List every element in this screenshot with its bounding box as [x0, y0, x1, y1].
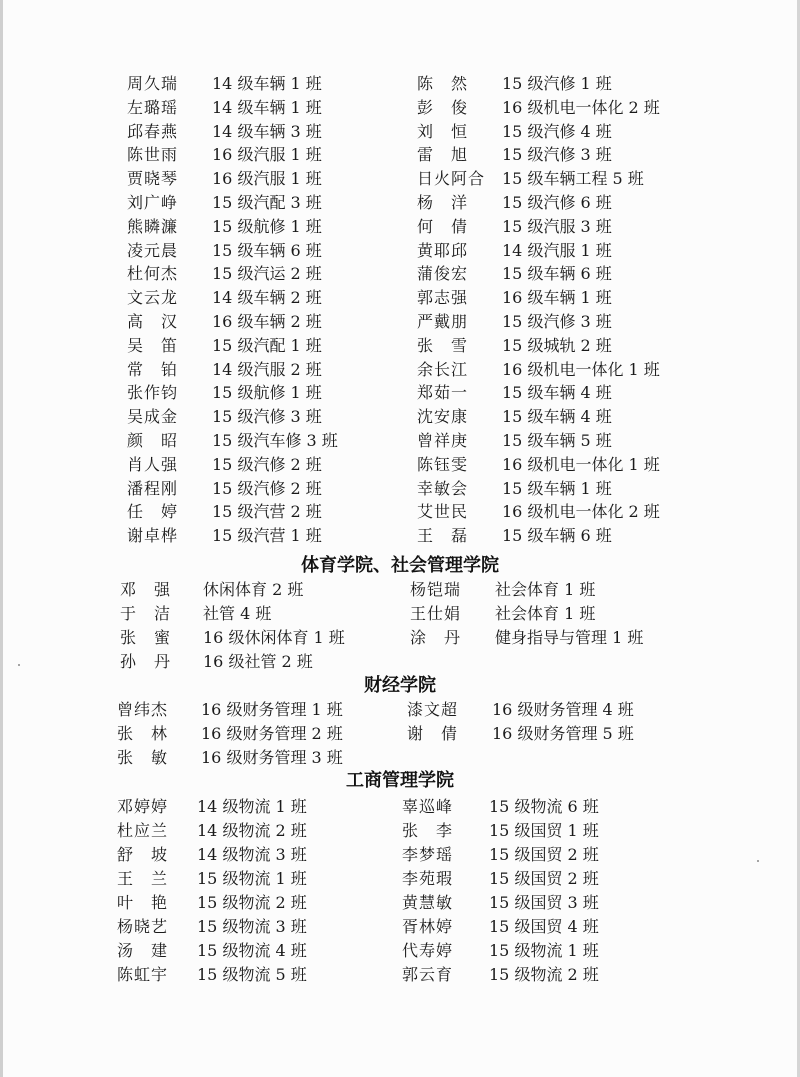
student-name: 日火阿合 — [417, 169, 486, 189]
class-name: 15 级汽运 2 班 — [212, 264, 322, 284]
class-name: 15 级物流 5 班 — [197, 965, 307, 984]
student-name: 杨 洋 — [417, 192, 469, 212]
class-name: 14 级车辆 1 班 — [212, 97, 322, 117]
class-name: 15 级国贸 2 班 — [489, 869, 599, 888]
student-name: 张 林 — [117, 724, 169, 743]
class-name: 14 级车辆 2 班 — [212, 288, 322, 308]
student-name: 颜 昭 — [127, 430, 179, 450]
class-name: 16 级车辆 2 班 — [212, 311, 322, 331]
student-name: 代寿婷 — [402, 941, 454, 960]
student-name: 邓 强 — [120, 580, 172, 599]
student-name: 王 兰 — [117, 869, 169, 888]
student-name: 于 洁 — [120, 604, 172, 623]
class-name: 15 级汽修 3 班 — [502, 145, 612, 165]
class-name: 社管 4 班 — [203, 604, 272, 623]
class-name: 15 级物流 2 班 — [489, 965, 599, 984]
student-name: 曾纬杰 — [117, 700, 169, 719]
class-name: 15 级物流 6 班 — [489, 797, 599, 816]
class-name: 16 级财务管理 2 班 — [201, 724, 343, 743]
left-margin — [0, 843, 117, 867]
left-margin — [0, 963, 117, 987]
student-name: 余长江 — [417, 359, 469, 379]
scan-speck — [757, 860, 759, 862]
student-name: 谢 倩 — [407, 724, 459, 743]
class-name: 16 级社管 2 班 — [203, 652, 313, 671]
class-name: 14 级车辆 1 班 — [212, 74, 322, 93]
class-name: 15 级城轨 2 班 — [502, 335, 612, 355]
student-name: 贾晓琴 — [127, 169, 179, 189]
vehicle-list — [0, 72, 800, 548]
student-name: 涂 丹 — [410, 628, 462, 647]
left-margin — [0, 286, 127, 310]
student-name: 漆文超 — [407, 700, 459, 719]
student-name: 黄耶邱 — [417, 240, 469, 260]
class-name: 14 级汽服 2 班 — [212, 359, 322, 379]
student-name: 杜何杰 — [127, 264, 179, 284]
class-name: 16 级财务管理 1 班 — [201, 700, 343, 719]
class-name: 14 级物流 3 班 — [197, 845, 307, 864]
left-margin — [0, 381, 127, 405]
student-name: 文云龙 — [127, 288, 179, 308]
class-name: 15 级物流 4 班 — [197, 941, 307, 960]
student-name: 曾祥庚 — [417, 430, 469, 450]
left-margin — [0, 310, 127, 334]
left-margin — [0, 795, 117, 819]
student-name: 邱春燕 — [127, 121, 179, 141]
student-name — [410, 650, 495, 674]
student-name: 吴成金 — [127, 407, 179, 427]
class-name: 15 级汽服 3 班 — [502, 216, 612, 236]
class-name: 16 级机电一体化 2 班 — [502, 502, 660, 522]
left-margin — [0, 167, 127, 191]
class-name: 15 级航修 1 班 — [212, 383, 322, 403]
student-name: 何 倩 — [417, 216, 469, 236]
left-margin — [0, 650, 120, 674]
class-name: 15 级汽修 1 班 — [502, 74, 612, 93]
student-name: 任 婷 — [127, 502, 179, 522]
section-heading-sports: 体育学院、社会管理学院 — [301, 555, 499, 576]
left-margin — [0, 500, 127, 524]
class-name: 15 级物流 1 班 — [197, 869, 307, 888]
student-name: 凌元晨 — [127, 240, 179, 260]
student-name: 叶 艳 — [117, 893, 169, 912]
class-name: 16 级机电一体化 1 班 — [502, 359, 660, 379]
class-name: 15 级国贸 1 班 — [489, 821, 599, 840]
class-name: 15 级汽配 1 班 — [212, 335, 322, 355]
student-name: 谢卓桦 — [127, 526, 179, 546]
class-name: 16 级休闲体育 1 班 — [203, 628, 345, 647]
student-name: 郑茹一 — [417, 383, 469, 403]
sports-list — [0, 578, 800, 674]
left-margin — [0, 262, 127, 286]
scan-speck — [18, 664, 20, 666]
class-name: 15 级车辆 5 班 — [502, 430, 612, 450]
class-name: 14 级汽服 1 班 — [502, 240, 612, 260]
left-margin — [0, 453, 127, 477]
student-name: 张 李 — [402, 821, 454, 840]
student-name: 汤 建 — [117, 941, 169, 960]
section-heading-finance: 财经学院 — [364, 675, 436, 696]
section-heading-business: 工商管理学院 — [346, 770, 454, 791]
student-name: 杨铠瑞 — [410, 580, 462, 599]
class-name: 16 级机电一体化 1 班 — [502, 454, 660, 474]
student-name: 张作钧 — [127, 383, 179, 403]
class-name: 16 级汽服 1 班 — [212, 145, 322, 165]
class-name: 15 级国贸 3 班 — [489, 893, 599, 912]
class-name: 16 级车辆 1 班 — [502, 288, 612, 308]
class-name: 休闲体育 2 班 — [203, 580, 304, 599]
student-name: 王仕娟 — [410, 604, 462, 623]
class-name: 15 级车辆 4 班 — [502, 383, 612, 403]
left-margin — [0, 120, 127, 144]
class-name: 16 级汽服 1 班 — [212, 169, 322, 189]
class-name: 15 级汽修 3 班 — [502, 311, 612, 331]
class-name: 15 级车辆 1 班 — [502, 478, 612, 498]
class-name: 15 级物流 1 班 — [489, 941, 599, 960]
left-margin — [0, 722, 117, 746]
student-name: 陈钰雯 — [417, 454, 469, 474]
student-name: 熊瞵濂 — [127, 216, 179, 236]
student-name: 肖人强 — [127, 454, 179, 474]
left-margin — [0, 602, 120, 626]
class-name: 15 级车辆工程 5 班 — [502, 169, 644, 189]
student-name: 周久瑞 — [127, 74, 179, 93]
class-name: 15 级汽营 1 班 — [212, 526, 322, 546]
left-margin — [0, 524, 127, 548]
class-name: 15 级车辆 4 班 — [502, 407, 612, 427]
left-margin — [0, 915, 117, 939]
left-margin — [0, 191, 127, 215]
student-name: 舒 坡 — [117, 845, 169, 864]
student-name: 彭 俊 — [417, 97, 469, 117]
student-name: 孙 丹 — [120, 652, 172, 671]
left-margin — [0, 477, 127, 501]
student-name: 刘 恒 — [417, 121, 469, 141]
student-name — [407, 746, 492, 770]
class-name: 15 级物流 3 班 — [197, 917, 307, 936]
left-margin — [0, 239, 127, 263]
student-name: 陈 然 — [417, 74, 469, 93]
class-name: 15 级航修 1 班 — [212, 216, 322, 236]
left-margin — [0, 698, 117, 722]
student-name: 李苑瑕 — [402, 869, 454, 888]
class-name: 16 级机电一体化 2 班 — [502, 97, 660, 117]
student-name: 郭云育 — [402, 965, 454, 984]
student-name: 张 雪 — [417, 335, 469, 355]
class-name — [492, 746, 800, 770]
class-name: 16 级财务管理 4 班 — [492, 700, 634, 719]
student-name: 杨晓艺 — [117, 917, 169, 936]
business-list — [0, 795, 800, 987]
left-margin — [0, 867, 117, 891]
class-name: 15 级国贸 2 班 — [489, 845, 599, 864]
class-name: 15 级车辆 6 班 — [212, 240, 322, 260]
student-name: 王 磊 — [417, 526, 469, 546]
student-name: 蒲俊宏 — [417, 264, 469, 284]
left-margin — [0, 578, 120, 602]
left-margin — [0, 819, 117, 843]
finance-list — [0, 698, 800, 770]
class-name: 15 级汽修 4 班 — [502, 121, 612, 141]
student-name: 艾世民 — [417, 502, 469, 522]
class-name: 14 级物流 1 班 — [197, 797, 307, 816]
student-name: 邓婷婷 — [117, 797, 169, 816]
class-name: 15 级物流 2 班 — [197, 893, 307, 912]
student-name: 辜巡峰 — [402, 797, 454, 816]
student-name: 潘程刚 — [127, 478, 179, 498]
class-name: 社会体育 1 班 — [495, 580, 596, 599]
student-name: 陈世雨 — [127, 145, 179, 165]
class-name: 14 级物流 2 班 — [197, 821, 307, 840]
class-name — [495, 650, 800, 674]
left-margin — [0, 72, 127, 96]
class-name: 15 级国贸 4 班 — [489, 917, 599, 936]
student-name: 杜应兰 — [117, 821, 169, 840]
student-name: 雷 旭 — [417, 145, 469, 165]
class-name: 15 级汽车修 3 班 — [212, 430, 338, 450]
class-name: 16 级财务管理 5 班 — [492, 724, 634, 743]
student-name: 陈虹宇 — [117, 965, 169, 984]
class-name: 健身指导与管理 1 班 — [495, 628, 644, 647]
left-margin — [0, 626, 120, 650]
student-name: 高 汉 — [127, 311, 179, 331]
left-margin — [0, 358, 127, 382]
student-name: 胥林婷 — [402, 917, 454, 936]
class-name: 15 级汽配 3 班 — [212, 192, 322, 212]
student-name: 左璐瑶 — [127, 97, 179, 117]
left-margin — [0, 96, 127, 120]
left-margin — [0, 939, 117, 963]
student-name: 幸敏会 — [417, 478, 469, 498]
class-name: 15 级汽修 6 班 — [502, 192, 612, 212]
student-name: 常 铂 — [127, 359, 179, 379]
class-name: 15 级汽营 2 班 — [212, 502, 322, 522]
class-name: 社会体育 1 班 — [495, 604, 596, 623]
left-margin — [0, 891, 117, 915]
student-name: 严戴朋 — [417, 311, 469, 331]
student-name: 李梦瑶 — [402, 845, 454, 864]
left-margin — [0, 746, 117, 770]
class-name: 15 级汽修 2 班 — [212, 478, 322, 498]
class-name: 15 级汽修 2 班 — [212, 454, 322, 474]
student-name: 张 蜜 — [120, 628, 172, 647]
student-name: 张 敏 — [117, 748, 169, 767]
class-name: 15 级车辆 6 班 — [502, 526, 612, 546]
left-margin — [0, 429, 127, 453]
student-name: 黄慧敏 — [402, 893, 454, 912]
left-margin — [0, 405, 127, 429]
class-name: 15 级汽修 3 班 — [212, 407, 322, 427]
class-name: 16 级财务管理 3 班 — [201, 748, 343, 767]
student-name: 吴 笛 — [127, 335, 179, 355]
student-name: 刘广峥 — [127, 192, 179, 212]
student-name: 郭志强 — [417, 288, 469, 308]
class-name: 14 级车辆 3 班 — [212, 121, 322, 141]
student-name: 沈安康 — [417, 407, 469, 427]
left-margin — [0, 334, 127, 358]
class-name: 15 级车辆 6 班 — [502, 264, 612, 284]
left-margin — [0, 143, 127, 167]
left-margin — [0, 215, 127, 239]
